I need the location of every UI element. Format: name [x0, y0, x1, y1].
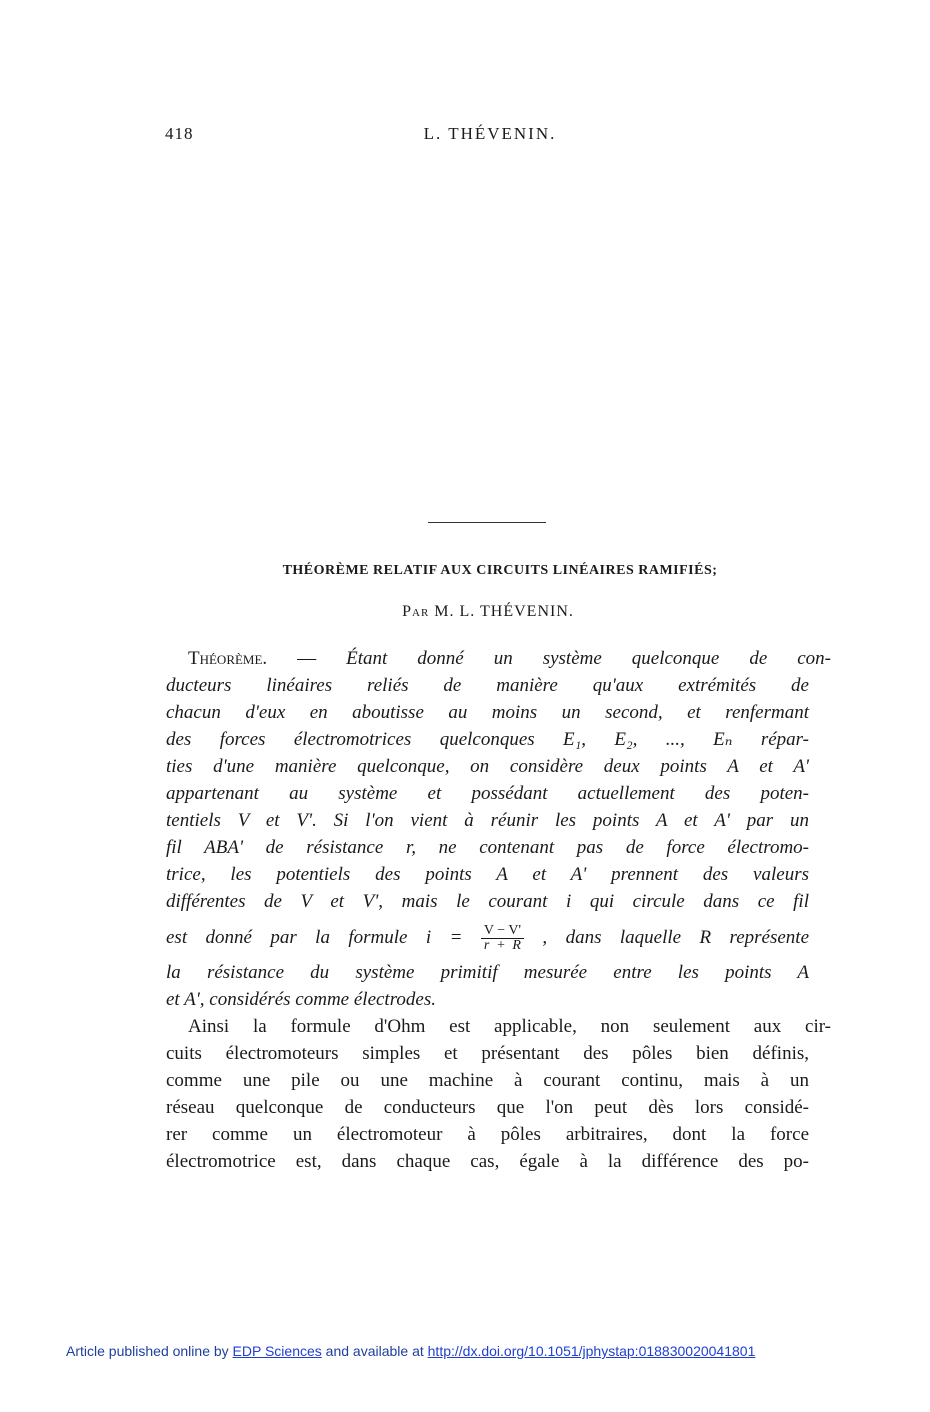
byline-author: M. L. THÉVENIN. — [434, 603, 574, 620]
theorem-text: Étant donné un système quelconque de con- — [346, 648, 831, 669]
running-head: L. THÉVENIN. — [423, 124, 557, 143]
byline — [0, 603, 930, 621]
theorem-label: Théorème. — — [188, 648, 317, 669]
page-number: 418 — [165, 124, 194, 143]
theorem-line: appartenant au système et possédant actuellement des poten- — [166, 783, 809, 804]
theorem-line: différentes de V et V', mais le courant i qui circule dans ce fil — [166, 891, 809, 912]
theorem-line: des forces électromotrices quelconques E₁, E₂, ..., Eₙ répar- — [166, 729, 809, 750]
theorem-line: ties d'une manière quelconque, on considère deux points A et A' — [166, 756, 809, 777]
formula-denominator: r + R — [483, 938, 521, 954]
formula-line — [166, 922, 809, 954]
formula-lead-text: est donné par la formule i = — [166, 927, 463, 948]
theorem-line — [166, 645, 831, 672]
publication-footer — [66, 1343, 755, 1359]
publisher-link[interactable]: EDP Sciences — [232, 1343, 322, 1359]
theorem-line: chacun d'eux en aboutisse au moins un second, et renfermant — [166, 702, 809, 723]
theorem-line: et A', considérés comme électrodes. — [166, 989, 436, 1010]
paper-title: THÉORÈME RELATIF AUX CIRCUITS LINÉAIRES RAMIFIÉS; — [282, 563, 718, 578]
section-divider — [428, 522, 546, 523]
doi-link[interactable]: http://dx.doi.org/10.1051/jphystap:018830020041801 — [427, 1343, 756, 1359]
formula-tail-text: , dans laquelle R représente — [542, 927, 810, 948]
body-line: comme une pile ou une machine à courant continu, mais à un — [166, 1070, 809, 1091]
body-line: Ainsi la formule d'Ohm est applicable, non seulement aux cir- — [188, 1016, 831, 1037]
footer-prefix: Article published online by — [66, 1343, 229, 1359]
body-line: électromotrice est, dans chaque cas, égale à la différence des po- — [166, 1151, 809, 1172]
footer-middle: and available at — [325, 1343, 424, 1359]
theorem-line: trice, les potentiels des points A et A' prennent des valeurs — [166, 864, 809, 885]
theorem-line: la résistance du système primitif mesurée entre les points A — [166, 962, 809, 983]
byline-prefix: Par — [402, 603, 430, 620]
body-line: réseau quelconque de conducteurs que l'on peut dès lors considé- — [166, 1097, 809, 1118]
theorem-line: tentiels V et V'. Si l'on vient à réunir les points A et A' par un — [166, 810, 809, 831]
current-formula — [481, 924, 524, 953]
theorem-line: fil ABA' de résistance r, ne contenant pas de force électromo- — [166, 837, 809, 858]
formula-numerator: V − V' — [481, 924, 524, 939]
body-line: rer comme un électromoteur à pôles arbitraires, dont la force — [166, 1124, 809, 1145]
body-line: cuits électromoteurs simples et présentant des pôles bien définis, — [166, 1043, 809, 1064]
theorem-line: ducteurs linéaires reliés de manière qu'aux extrémités de — [166, 675, 809, 696]
